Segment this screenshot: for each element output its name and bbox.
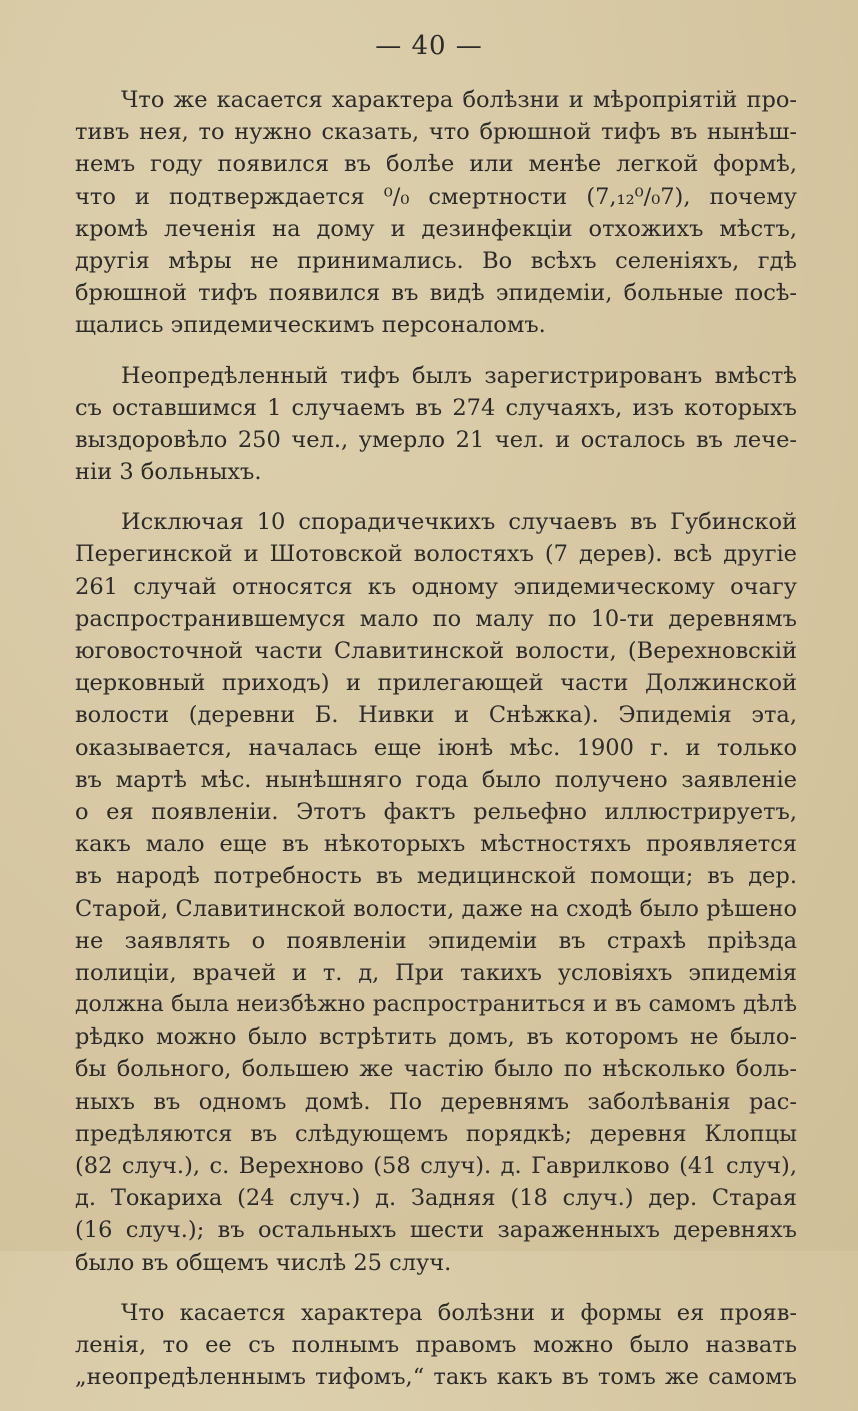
text-line: Старой, Славитинской волости, даже на сходѣ было рѣшено [75, 895, 797, 922]
paragraph-disease-character [75, 1297, 797, 1394]
text-line: ніи 3 больныхъ. [75, 459, 262, 486]
text-line: щались эпидемическимъ персоналомъ. [75, 312, 546, 339]
text-line: Неопредѣленный тифъ былъ зарегистрированъ вмѣстѣ [121, 362, 797, 389]
text-line: съ оставшимся 1 случаемъ въ 274 случаяхъ, изъ которыхъ [75, 394, 797, 421]
text-line: ленія, то ее съ полнымъ правомъ можно было назвать [75, 1331, 797, 1358]
text-line: въ народѣ потребность въ медицинской помощи; въ дер. [75, 863, 797, 890]
text-line: тивъ нея, то нужно сказать, что брюшной тифъ въ нынѣш- [75, 119, 797, 146]
text-line: какъ мало еще въ нѣкоторыхъ мѣстностяхъ проявляется [75, 831, 797, 858]
text-line: полиціи, врачей и т. д, При такихъ условіяхъ эпидемія [75, 959, 797, 986]
text-line: распространившемуся мало по малу по 10-ти деревнямъ [75, 605, 797, 632]
text-line: кромѣ леченія на дому и дезинфекціи отхожихъ мѣстъ, [75, 215, 797, 242]
text-line: что и подтверждается ⁰/₀ смертности (7,₁₂⁰/₀7), почему [75, 183, 797, 210]
body-text [75, 84, 797, 1411]
text-line: юговосточной части Славитинской волости, (Верехновскій [75, 638, 797, 664]
text-line: Исключая 10 спорадичечкихъ случаевъ въ Губинской [121, 509, 797, 536]
text-line: въ мартѣ мѣс. нынѣшняго года было получено заявленіе [75, 766, 797, 793]
text-line: оказывается, началась еще іюнѣ мѣс. 1900 г. и только [75, 734, 797, 761]
text-line: бы больного, большею же частію было по нѣсколько боль- [75, 1056, 797, 1083]
text-line: немъ году появился въ болѣе или менѣе легкой формѣ, [75, 151, 797, 178]
text-line: „неопредѣленнымъ тифомъ,“ такъ какъ въ томъ же самомъ [75, 1364, 797, 1391]
page-number: — 40 — [375, 31, 483, 61]
text-line: ныхъ въ одномъ домѣ. По деревнямъ заболѣванія рас- [75, 1088, 797, 1115]
text-line: должна была неизбѣжно распространиться и въ самомъ дѣлѣ [75, 992, 797, 1018]
text-line: Что касается характера болѣзни и формы ея прояв- [121, 1299, 797, 1326]
text-line: было въ общемъ числѣ 25 случ. [75, 1249, 452, 1276]
text-line: церковный приходъ) и прилегающей части Должинской [75, 670, 797, 697]
text-line: (82 случ.), с. Верехново (58 случ). д. Гаврилково (41 случ), [75, 1153, 797, 1179]
paragraph-undetermined-typhus [75, 360, 797, 489]
text-line: (16 случ.); въ остальныхъ шести зараженныхъ деревняхъ [75, 1217, 797, 1244]
text-line: другія мѣры не принимались. Во всѣхъ селеніяхъ, гдѣ [75, 247, 797, 274]
paragraph-typhoid-measures [75, 84, 797, 342]
paragraph-epidemic-focus [75, 506, 797, 1279]
text-line: Перегинской и Шотовской волостяхъ (7 дерев). всѣ другіе [75, 541, 797, 568]
text-line: о ея появленіи. Этотъ фактъ рельефно иллюстрируетъ, [75, 798, 797, 825]
text-line: рѣдко можно было встрѣтить домъ, въ которомъ не было- [75, 1024, 797, 1051]
text-line: 261 случай относятся къ одному эпидемическому очагу [75, 573, 797, 600]
text-line: предѣляются въ слѣдующемъ порядкѣ; деревня Клопцы [75, 1120, 797, 1147]
text-line: волости (деревни Б. Нивки и Снѣжка). Эпидемія эта, [75, 702, 797, 729]
text-line: не заявлять о появленіи эпидеміи въ страхѣ пріѣзда [75, 927, 797, 954]
text-line: выздоровѣло 250 чел., умерло 21 чел. и осталось въ лече- [75, 426, 797, 453]
text-line: д. Токариха (24 случ.) д. Задняя (18 случ.) дер. Старая [75, 1185, 797, 1212]
text-line: Что же касается характера болѣзни и мѣропріятій про- [121, 87, 797, 113]
text-line: брюшной тифъ появился въ видѣ эпидеміи, больные посѣ- [75, 280, 797, 307]
